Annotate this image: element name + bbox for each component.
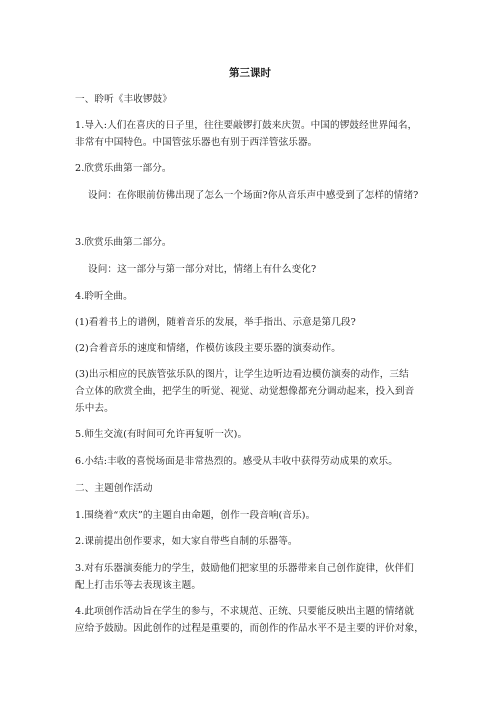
paragraph-4-item-2: (2)合着音乐的速度和情绪，作模仿该段主要乐器的演奏动作。 [75, 343, 341, 354]
paragraph-4-item-3-line-3: 乐中去。 [75, 403, 114, 414]
paragraph-4: 4.聆听全曲。 [75, 291, 133, 302]
section2-paragraph-3-line-1: 3.对有乐器演奏能力的学生，鼓励他们把家里的乐器带来自己创作旋律，伙伴们 [75, 563, 414, 574]
paragraph-1-line-1: 1.导入:人们在喜庆的日子里，往往要敲锣打鼓来庆贺。中国的锣鼓经世界闻名， [75, 120, 418, 131]
paragraph-5: 5.师生交流(有时间可允许再复听一次)。 [75, 429, 248, 440]
section1-heading: 一、聆听《丰收锣鼓》 [75, 94, 172, 105]
section2-paragraph-4-line-1: 4.此项创作活动旨在学生的参与，不求规范、正统、只要能反映出主题的情绪就 [75, 606, 414, 617]
section2-paragraph-3-line-2: 配上打击乐等去表现该主题。 [75, 580, 202, 591]
paragraph-2: 2.欣赏乐曲第一部分。 [75, 163, 172, 174]
lesson-title: 第三课时 [229, 67, 271, 79]
paragraph-3: 3.欣赏乐曲第二部分。 [75, 237, 172, 248]
section2-paragraph-2: 2.课前提出创作要求，如大家自带些自制的乐器等。 [75, 536, 298, 547]
question-2: 设问：这一部分与第一部分对比，情绪上有什么变化? [88, 264, 317, 275]
paragraph-4-item-3-line-1: (3)出示相应的民族管弦乐队的图片，让学生边听边看边模仿演奏的动作，三结 [75, 369, 409, 380]
paragraph-1-line-2: 非常有中国特色。中国管弦乐器也有别于西洋管弦乐器。 [75, 137, 318, 148]
paragraph-4-item-1: (1)看着书上的谱例，随着音乐的发展，举手指出、示意是第几段? [75, 317, 356, 328]
paragraph-4-item-3-line-2: 合立体的欣赏全曲，把学生的听觉、视觉、动觉想像都充分调动起来，投入到音 [75, 386, 415, 397]
section2-heading: 二、主题创作活动 [75, 483, 153, 494]
paragraph-6: 6.小结:丰收的喜悦场面是非常热烈的。感受从丰收中获得劳动成果的欢乐。 [75, 456, 398, 467]
section2-paragraph-4-line-2: 应给予鼓励。因此创作的过程是重要的，而创作的作品水平不是主要的评价对象， [75, 623, 424, 634]
section2-paragraph-1: 1.围绕着“欢庆”的主题自由命题，创作一段音响(音乐)。 [75, 510, 316, 521]
question-1: 设问：在你眼前仿佛出现了怎么一个场面?你从音乐声中感受到了怎样的情绪? [88, 190, 419, 201]
